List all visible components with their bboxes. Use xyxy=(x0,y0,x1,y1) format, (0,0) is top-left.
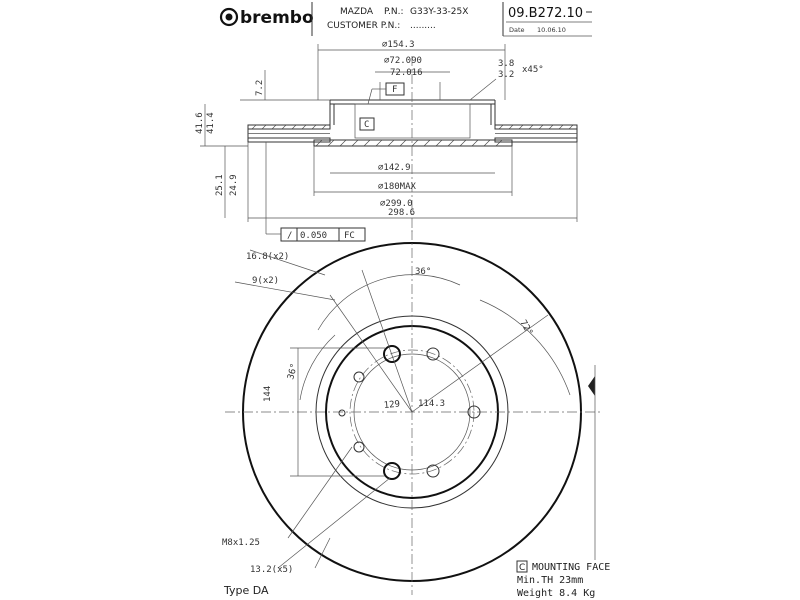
angle-36-left: 36° xyxy=(286,362,301,381)
pcd-114-3: 114.3 xyxy=(418,399,446,409)
angle-72: 72° xyxy=(517,318,535,338)
runout-datum: FC xyxy=(344,231,355,241)
dim-142-9-label: ⌀142.9 xyxy=(378,163,411,173)
dim-298-6-label: 298.6 xyxy=(388,208,416,218)
mount-key: C xyxy=(519,563,526,573)
view-arrow-icon xyxy=(588,376,595,396)
customer-pn-value: ......... xyxy=(410,21,436,31)
section-hatching xyxy=(252,125,573,146)
front-view xyxy=(225,230,600,595)
dim-41-6: 41.6 xyxy=(195,112,205,134)
runout-value: 0.050 xyxy=(300,231,328,241)
chamfer-lower: 3.2 xyxy=(498,70,515,80)
runout-tolerance-frame xyxy=(266,142,365,241)
thread-hole xyxy=(339,410,345,416)
part-number: 09.B272.10 xyxy=(508,6,584,21)
pn-value: G33Y-33-25X xyxy=(410,7,469,17)
bolt-hole xyxy=(354,372,364,382)
type-label: Type DA xyxy=(224,584,269,597)
dim-72-lower-label: 72.016 xyxy=(390,68,423,78)
dim-299-label: ⌀299.0 xyxy=(380,199,413,209)
bolt-hole xyxy=(427,465,439,477)
hole-9-label: 9(x2) xyxy=(252,276,280,286)
datum-f-label: F xyxy=(392,85,398,95)
min-thickness: Min.TH 23mm xyxy=(517,575,584,586)
date-value: 10.06.10 xyxy=(537,26,566,34)
dim-180-label: ⌀180MAX xyxy=(378,182,416,192)
bolt-hole xyxy=(354,442,364,452)
angle-36-top: 36° xyxy=(415,267,432,277)
dim-41-4: 41.4 xyxy=(206,112,216,134)
chamfer-upper: 3.8 xyxy=(498,59,515,69)
bolt-label: 13.2(x5) xyxy=(250,565,294,575)
weight: Weight 8.4 Kg xyxy=(517,588,596,599)
runout-symbol-icon: / xyxy=(287,231,293,241)
pn-label: P.N.: xyxy=(384,7,404,17)
brand-name: MAZDA xyxy=(340,7,374,17)
datum-c-label: C xyxy=(364,120,370,130)
brembo-logo-dot xyxy=(226,14,233,21)
bolt-hole xyxy=(384,346,400,362)
date-label: Date xyxy=(509,26,525,34)
dim-154-label: ⌀154.3 xyxy=(382,40,415,50)
dim-72-upper-label: ⌀72.090 xyxy=(384,56,422,66)
dim-25-1: 25.1 xyxy=(215,174,225,196)
hole-16-8-label: 16.8(x2) xyxy=(246,252,290,262)
dim-7-2: 7.2 xyxy=(255,79,265,96)
chamfer-angle: x45° xyxy=(522,65,544,75)
pcd-129: 129 xyxy=(383,399,401,411)
thread-label: M8x1.25 xyxy=(222,538,260,548)
mounting-face-label: MOUNTING FACE xyxy=(532,562,611,573)
dim-144: 144 xyxy=(263,385,273,402)
dim-24-9: 24.9 xyxy=(229,174,239,196)
title-block xyxy=(221,2,592,36)
brembo-logo-text: brembo xyxy=(240,8,314,28)
front-view-labels xyxy=(222,252,534,575)
customer-pn-label: CUSTOMER P.N.: xyxy=(327,21,401,31)
